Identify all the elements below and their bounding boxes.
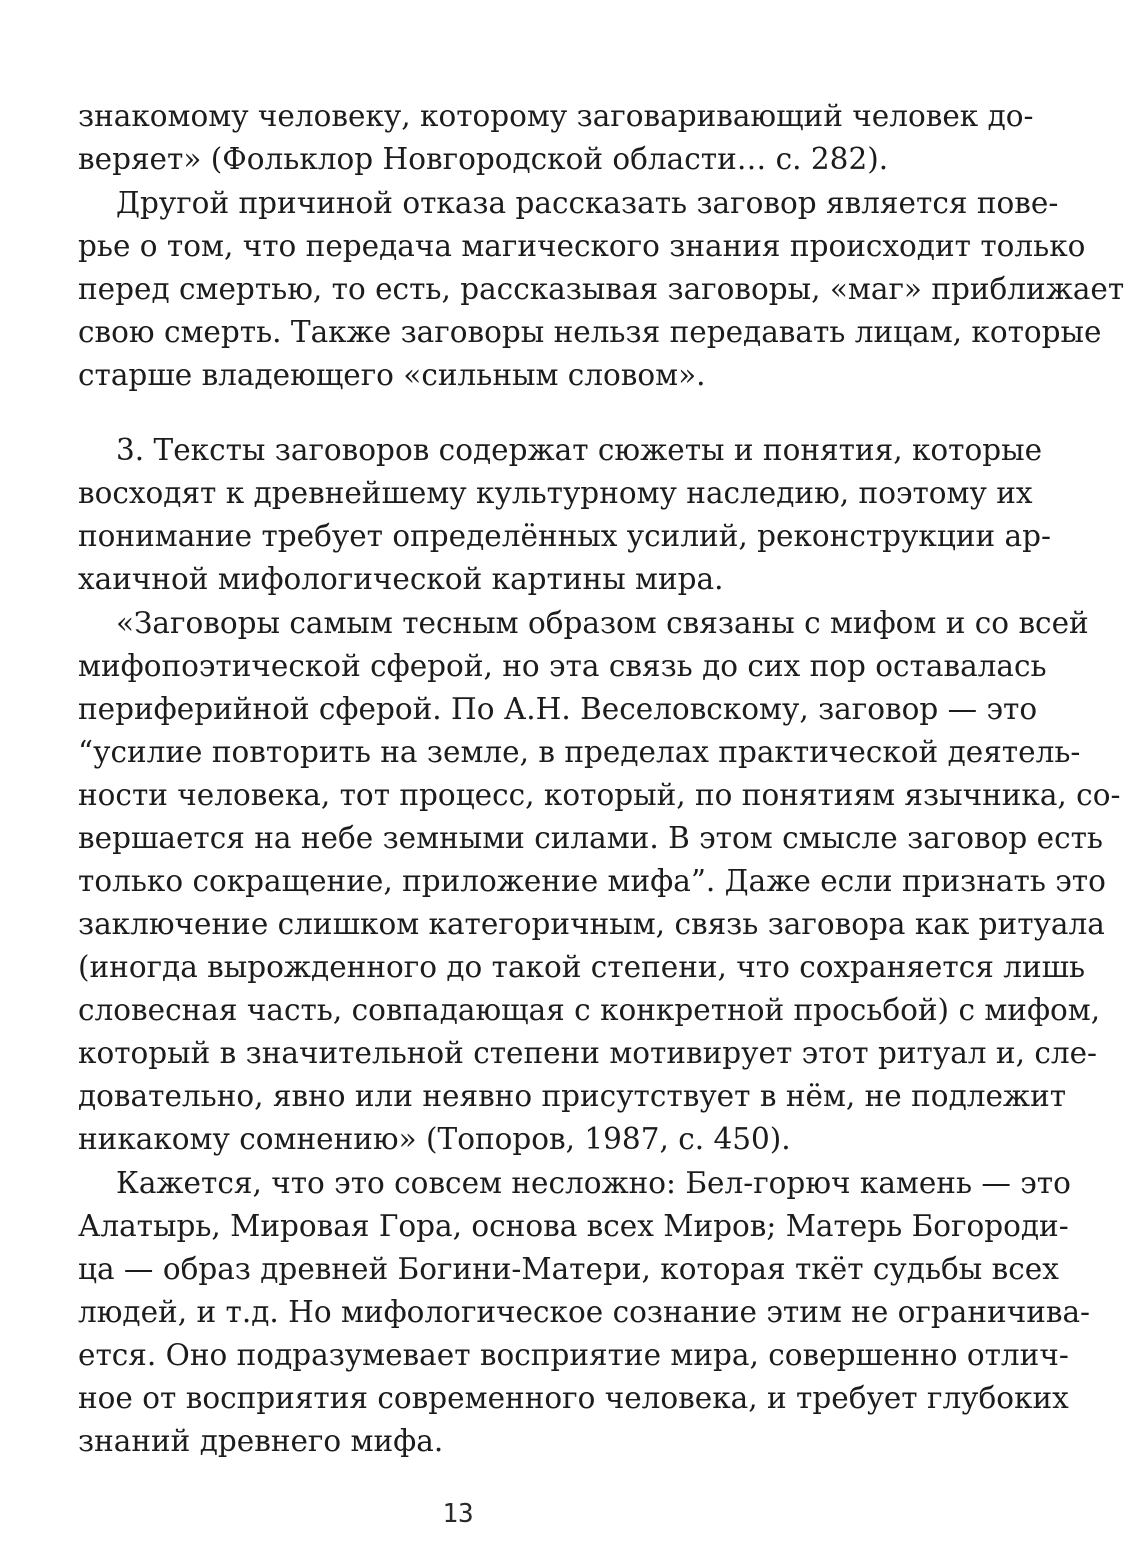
text-line: ется. Оно подразумевает восприятие мира, совершенно отлич- (78, 1338, 1069, 1372)
text-line: Другой причиной отказа рассказать заговор является пове- (116, 186, 1059, 220)
text-line: мифопоэтической сферой, но эта связь до сих пор оставалась (78, 649, 1047, 683)
page-number: 13 (442, 1499, 474, 1529)
text-line: знаний древнего мифа. (78, 1424, 444, 1458)
text-line: перед смертью, то есть, рассказывая заговоры, «маг» приближает (78, 272, 1124, 306)
text-line: веряет» (Фольклор Новгородской области… с. 282). (78, 142, 889, 176)
text-line: знакомому человеку, которому заговаривающий человек до- (78, 99, 1034, 133)
text-line: периферийной сферой. По А.Н. Веселовскому, заговор — это (78, 692, 1038, 726)
text-line: (иногда вырожденного до такой степени, что сохраняется лишь (78, 950, 1086, 984)
text-line: ное от восприятия современного человека, и требует глубоких (78, 1381, 1069, 1415)
text-line: ца — образ древней Богини-Матери, которая ткёт судьбы всех (78, 1252, 1059, 1286)
text-line: хаичной мифологической картины мира. (78, 562, 724, 596)
text-line: только сокращение, приложение мифа”. Даже если признать это (78, 864, 1106, 898)
text-line: заключение слишком категоричным, связь заговора как ритуала (78, 907, 1105, 941)
text-line: людей, и т.д. Но мифологическое сознание этим не ограничива- (78, 1295, 1091, 1329)
text-line: вершается на небе земными силами. В этом смысле заговор есть (78, 821, 1103, 855)
text-line: старше владеющего «сильным словом». (78, 358, 706, 392)
text-line: словесная часть, совпадающая с конкретной просьбой) с мифом, (78, 993, 1101, 1027)
text-line: довательно, явно или неявно присутствует в нём, не подлежит (78, 1079, 1067, 1113)
text-line: ности человека, тот процесс, который, по понятиям язычника, со- (78, 778, 1121, 812)
text-line: «Заговоры самым тесным образом связаны с мифом и со всей (116, 606, 1089, 640)
text-line: понимание требует определённых усилий, реконструкции ар- (78, 519, 1051, 553)
text-line: 3. Тексты заговоров содержат сюжеты и понятия, которые (116, 433, 1043, 467)
text-line: восходят к древнейшему культурному наследию, поэтому их (78, 476, 1033, 510)
text-line: никакому сомнению» (Топоров, 1987, с. 450). (78, 1122, 791, 1156)
text-line: рье о том, что передача магического знания происходит только (78, 229, 1086, 263)
text-line: Кажется, что это совсем несложно: Бел-горюч камень — это (116, 1166, 1071, 1200)
text-line: “усилие повторить на земле, в пределах практической деятель- (78, 735, 1081, 769)
text-line: который в значительной степени мотивирует этот ритуал и, сле- (78, 1036, 1098, 1070)
text-line: свою смерть. Также заговоры нельзя передавать лицам, которые (78, 315, 1102, 349)
text-line: Алатырь, Мировая Гора, основа всех Миров; Матерь Богороди- (78, 1209, 1069, 1243)
